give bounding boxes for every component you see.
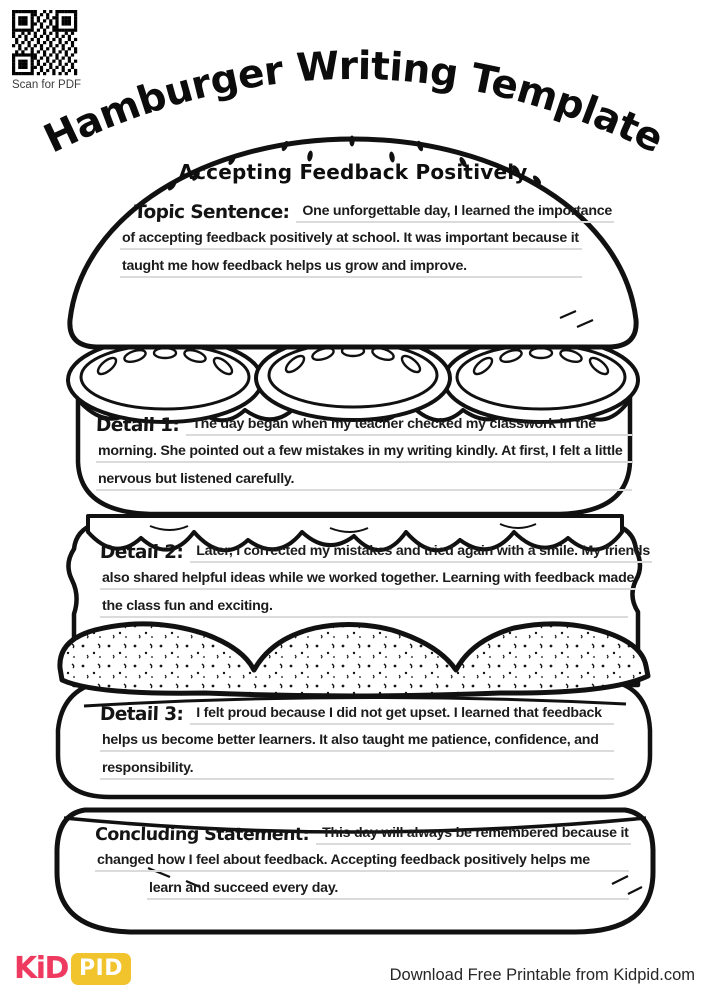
topic-text-1: One unforgettable day, I learned the importance	[296, 203, 614, 223]
detail1-label: Detail 1:	[95, 414, 180, 436]
detail2-line-1	[99, 535, 650, 563]
topic-sentence-label: Topic Sentence:	[133, 201, 290, 223]
detail3-line-3	[100, 752, 614, 780]
qr-caption: Scan for PDF	[12, 79, 82, 91]
logo-pid-badge: PID	[71, 953, 131, 985]
concluding-text-1: This day will always be remembered because it	[316, 825, 631, 845]
detail2-line-2	[100, 563, 635, 591]
detail1-text-3: nervous but listened carefully.	[96, 471, 632, 491]
essay-title: Accepting Feedback Positively	[178, 160, 528, 184]
concluding-line-2	[95, 845, 629, 873]
section-detail-2	[99, 535, 650, 618]
detail3-text-1: I felt proud because I did not get upset. I learned that feedback	[190, 705, 614, 725]
detail1-line-1	[96, 408, 632, 436]
detail1-text-2: morning. She pointed out a few mistakes in my writing kindly. At first, I felt a little	[96, 443, 632, 463]
main-title: Hamburger Writing Template	[37, 43, 670, 163]
detail1-line-3	[96, 463, 632, 491]
patty	[60, 624, 648, 706]
detail1-line-2	[96, 436, 632, 464]
section-detail-3	[100, 697, 614, 780]
detail2-text-1: Later, I corrected my mistakes and tried again with a smile. My friends	[190, 543, 652, 563]
concluding-line-1	[95, 817, 629, 845]
detail3-line-1	[100, 697, 614, 725]
topic-text-3: taught me how feedback helps us grow and improve.	[120, 258, 582, 278]
topic-line-1	[120, 195, 613, 223]
topic-line-2	[120, 223, 582, 251]
topic-text-2: of accepting feedback positively at school. It was important because it	[120, 230, 582, 250]
logo-kid-text: KiD	[14, 951, 68, 986]
concluding-line-3	[95, 872, 629, 900]
section-detail-1	[96, 408, 632, 491]
detail3-line-2	[100, 725, 614, 753]
detail3-text-3: responsibility.	[100, 760, 614, 780]
section-topic-sentence	[120, 195, 613, 278]
detail2-text-2: also shared helpful ideas while we worked together. Learning with feedback made	[100, 570, 636, 590]
qr-code	[12, 10, 77, 75]
footer-download-text: Download Free Printable from Kidpid.com	[389, 966, 695, 984]
concluding-label: Concluding Statement:	[94, 824, 310, 845]
detail2-text-3: the class fun and exciting.	[100, 598, 628, 618]
topic-line-3	[120, 250, 582, 278]
detail2-line-3	[100, 590, 628, 618]
concluding-text-2: changed how I feel about feedback. Accepting feedback positively helps me	[95, 852, 629, 872]
detail1-text-1: The day began when my teacher checked my classwork in the	[186, 416, 632, 436]
detail3-label: Detail 3:	[99, 703, 184, 725]
detail2-label: Detail 2:	[99, 541, 184, 563]
concluding-text-3: learn and succeed every day.	[147, 880, 629, 900]
detail3-text-2: helps us become better learners. It also taught me patience, confidence, and	[100, 732, 614, 752]
kidpid-logo	[14, 951, 131, 986]
section-concluding-statement	[95, 817, 629, 900]
